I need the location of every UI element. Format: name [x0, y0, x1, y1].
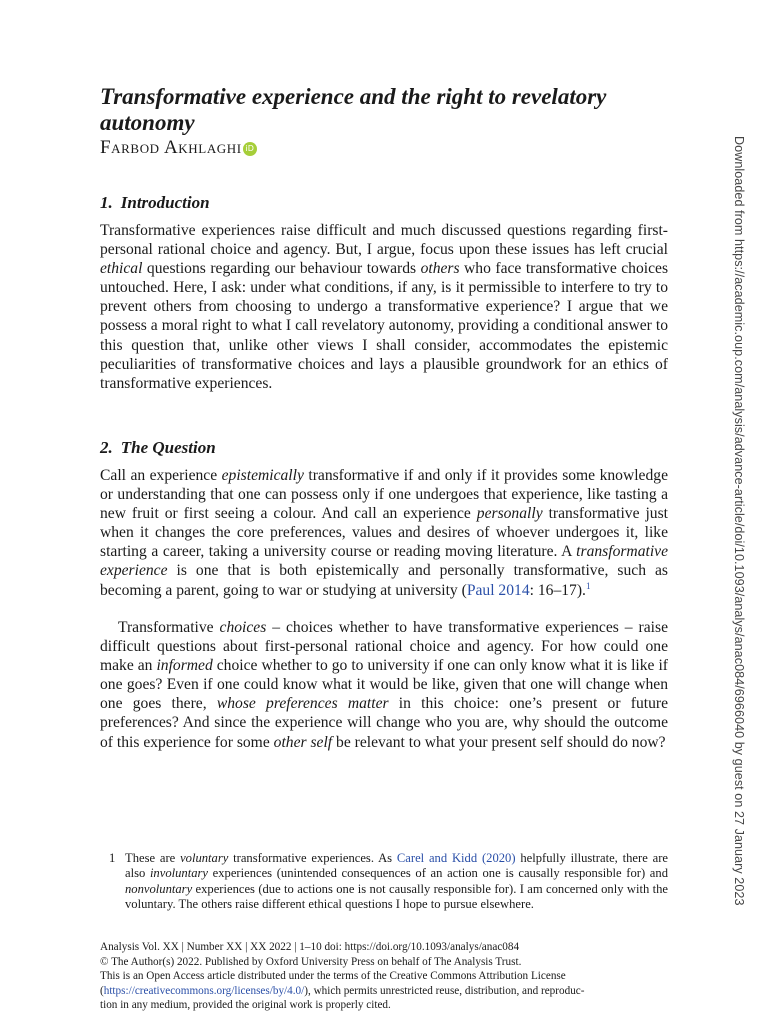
citation-link-carel-kidd[interactable]: Carel and Kidd (2020): [396, 851, 516, 865]
article-title: Transformative experience and the right to revelatory autonomy: [100, 84, 607, 135]
footnote-text: These are voluntary transformative experiences. As Carel and Kidd (2020) helpfully illustrate, there are also involuntary experiences (unintended consequences of an action one is causally responsible for) and nonvoluntary experiences (due to actions one is not causally responsible for). I am concerned only with the voluntary. The others raise different ethical questions I hope to pursue elsewhere.: [125, 851, 668, 911]
citation-link-paul[interactable]: Paul 2014: [466, 581, 530, 599]
download-watermark: Downloaded from https://academic.oup.com/analysis/advance-article/doi/10.1093/analys/anac084/6966040 by guest on 27 January 2023: [732, 136, 746, 906]
footer-license-end: tion in any medium, provided the original work is properly cited.: [100, 999, 391, 1011]
footnote-ref-1[interactable]: 1: [585, 580, 591, 591]
footer-license: This is an Open Access article distributed under the terms of the Creative Commons Attribution License: [100, 970, 566, 982]
license-link[interactable]: https://creativecommons.org/licenses/by/4.0/: [103, 984, 305, 997]
author-name: Farbod Akhlaghi: [100, 137, 242, 158]
section-title: The Question: [120, 438, 216, 457]
question-paragraph-2: Transformative choices – choices whether to have transformative experiences – raise difficult questions about first-personal rational choice and agency. For how could one make an informed choice whether to go to university if one can only know what it is like if one goes? Even if one could know what it would be like, given that one will change when one goes there, whose preferences matter in this choice: one’s present or future preferences? And since the experience will change who you are, why should the outcome of this experience for some other self be relevant to what your present self should do now?: [100, 619, 669, 751]
section-number: 1.: [100, 193, 113, 212]
orcid-icon[interactable]: iD: [243, 142, 257, 156]
section-title: Introduction: [120, 193, 210, 212]
question-paragraph-1: Call an experience epistemically transformative if and only if it provides some knowledge or understanding that one can possess only if one undergoes that experience, like tasting a new fruit or first seeing a colour. And call an experience personally transformative just when it changes the core preferences, values and desires of whoever undergoes it, like starting a career, taking a university course or reading moving literature. A transformative experience is one that is both epistemically and personally transformative, such as becoming a parent, going to war or studying at university (Paul 2014: 16–17).$^1$: [100, 467, 668, 599]
footnote-1: [100, 851, 668, 912]
section-heading-question: [100, 438, 216, 458]
section-heading-introduction: [100, 193, 210, 213]
footer-copyright: © The Author(s) 2022. Published by Oxford University Press on behalf of The Analysis Trust.: [100, 955, 522, 968]
journal-footer: [100, 940, 670, 1013]
section-number: 2.: [100, 438, 113, 457]
footnote-number: 1: [109, 851, 116, 865]
footer-license-url-line: (https://creativecommons.org/licenses/by/4.0/), which permits unrestricted reuse, distribution, and reproduc-: [100, 984, 585, 997]
author-line: [100, 137, 257, 159]
footer-citation: Analysis Vol. XX | Number XX | XX 2022 | 1–10 doi: https://doi.org/10.1093/analys/anac084: [100, 941, 520, 953]
intro-paragraph: Transformative experiences raise difficult and much discussed questions regarding first-personal rational choice and agency. But, I argue, focus upon these issues has left crucial ethical questions regarding our behaviour towards others who face transformative choices untouched. Here, I ask: under what conditions, if any, is it permissible to interfere to try to prevent others from choosing to undergo a transformative experience? I argue that we possess a moral right to what I call revelatory autonomy, providing a conditional answer to this question that, unlike other views I shall consider, accommodates the epistemic peculiarities of transformative choices and lays a plausible groundwork for an ethics of transformative experiences.: [100, 222, 669, 392]
